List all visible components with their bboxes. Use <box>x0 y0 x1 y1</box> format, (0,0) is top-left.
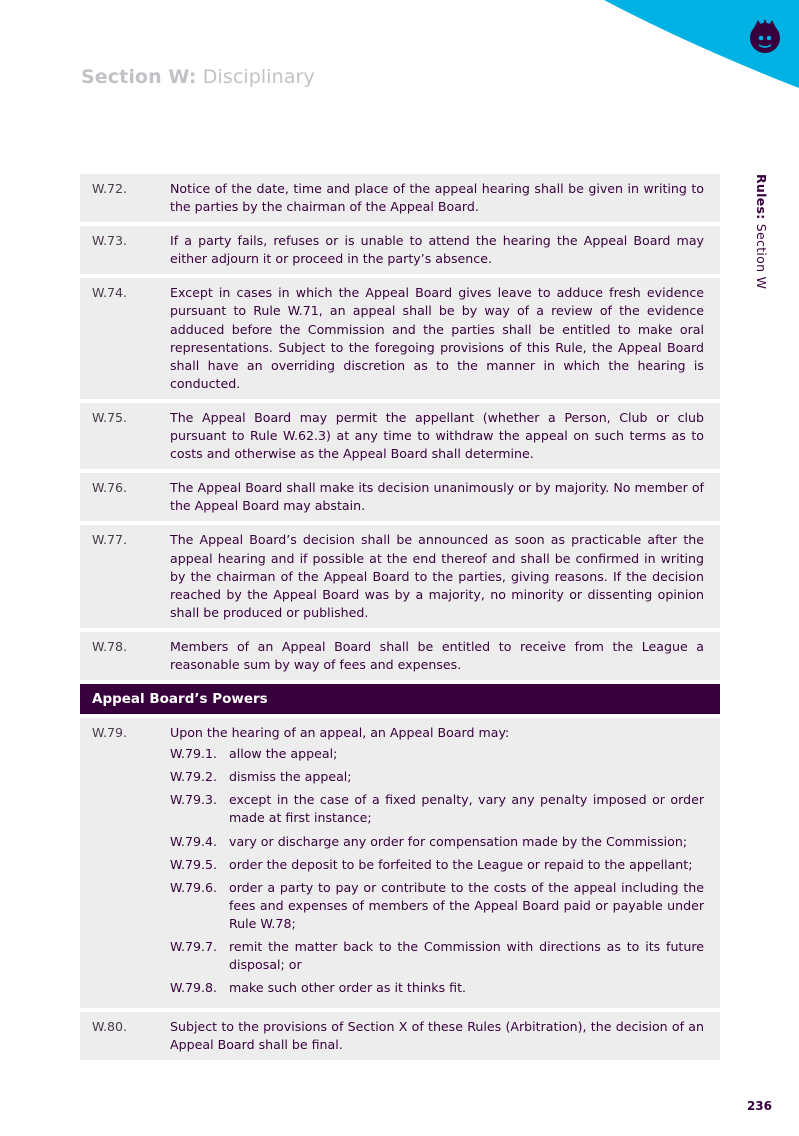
corner-decoration <box>599 0 799 90</box>
rule-w75 <box>80 403 720 469</box>
sub-rule <box>170 938 704 974</box>
sub-rule-number: W.79.5. <box>170 856 218 872</box>
sub-rule <box>170 879 704 933</box>
sub-rule-text: vary or discharge any order for compensation made by the Commission; <box>229 833 688 849</box>
rule-text: The Appeal Board shall make its decision unanimously or by majority. No member of the Appeal Board may abstain. <box>170 480 704 514</box>
side-tab-section: Section W <box>754 219 769 290</box>
page-title <box>81 66 315 88</box>
rule-text: Except in cases in which the Appeal Board gives leave to adduce fresh evidence pursuant to Rule W.71, an appeal shall be by way of a review of the evidence adduced before the Commission and the parties shall be entitled to make oral representations. Subject to the foregoing provisions of this Rule, the Appeal Board shall have an overriding discretion as to the manner in which the hearing is conducted. <box>170 285 704 391</box>
rule-text: Members of an Appeal Board shall be entitled to receive from the League a reasonable sum by way of fees and expenses. <box>170 638 704 672</box>
rule-w73 <box>80 226 720 274</box>
rule-w79 <box>80 718 720 1008</box>
side-section-tab <box>754 174 769 289</box>
powers-heading: Appeal Board’s Powers <box>80 684 720 714</box>
rule-text: If a party fails, refuses or is unable to attend the hearing the Appeal Board may either adjourn it or proceed in the party’s absence. <box>170 233 704 267</box>
rule-w77 <box>80 525 720 627</box>
sub-rule-list <box>170 745 704 997</box>
sub-rule <box>170 856 704 874</box>
rule-w72 <box>80 174 720 222</box>
sub-rule-number: W.79.6. <box>170 879 218 895</box>
page-number: 236 <box>746 1099 772 1113</box>
sub-rule-text: allow the appeal; <box>229 746 338 762</box>
side-tab-label: Rules: <box>754 174 769 220</box>
rule-body <box>170 724 704 1002</box>
sub-rule <box>170 833 704 851</box>
section-name: Disciplinary <box>196 66 315 88</box>
rule-text: Subject to the provisions of Section X of these Rules (Arbitration), the decision of an Appeal Board shall be final. <box>170 1019 704 1053</box>
rule-number: W.77. <box>92 532 128 548</box>
rule-number: W.75. <box>92 409 128 425</box>
rule-w78 <box>80 632 720 680</box>
sub-rule-number: W.79.4. <box>170 833 218 849</box>
sub-rule <box>170 745 704 763</box>
sub-rule-number: W.79.1. <box>170 746 218 762</box>
sub-rule-text: remit the matter back to the Commission with directions as to its future disposal; or <box>229 939 704 973</box>
sub-rule-number: W.79.2. <box>170 769 218 785</box>
rule-number: W.76. <box>92 480 128 496</box>
sub-rule-text: order the deposit to be forfeited to the League or repaid to the appellant; <box>229 856 693 872</box>
rules-list <box>80 174 720 1064</box>
rule-number: W.72. <box>92 181 128 196</box>
sub-rule <box>170 768 704 786</box>
rule-w80 <box>80 1012 720 1060</box>
rule-number: W.80. <box>92 1019 128 1035</box>
sub-rule-text: except in the case of a fixed penalty, vary any penalty imposed or order made at first instance; <box>229 792 704 826</box>
sub-rule <box>170 979 704 997</box>
sub-rule-text: order a party to pay or contribute to the costs of the appeal including the fees and expenses of members of the Appeal Board paid or payable under Rule W.78; <box>229 879 704 931</box>
section-label: Section W: <box>81 66 197 88</box>
sub-rule-text: make such other order as it thinks fit. <box>229 980 467 996</box>
rule-w76 <box>80 473 720 521</box>
rule-intro: Upon the hearing of an appeal, an Appeal Board may: <box>170 725 510 741</box>
sub-rule-number: W.79.3. <box>170 792 218 808</box>
sub-rule <box>170 791 704 827</box>
rule-text: The Appeal Board may permit the appellant (whether a Person, Club or club pursuant to Rule W.62.3) at any time to withdraw the appeal on such terms as to costs and otherwise as the Appeal Board shall determine. <box>170 409 704 462</box>
rule-number: W.78. <box>92 638 128 654</box>
rule-w74 <box>80 278 720 399</box>
rule-number: W.73. <box>92 233 128 249</box>
rule-number: W.74. <box>92 285 128 301</box>
rule-text: Notice of the date, time and place of the appeal hearing shall be given in writing to the parties by the chairman of the Appeal Board. <box>170 181 704 215</box>
sub-rule-number: W.79.8. <box>170 980 218 996</box>
sub-rule-text: dismiss the appeal; <box>229 769 352 785</box>
rule-number: W.79. <box>92 725 128 741</box>
rule-text: The Appeal Board’s decision shall be announced as soon as practicable after the appeal hearing and if possible at the end thereof and shall be confirmed in writing by the chairman of the Appeal Board to the parties, giving reasons. If the decision reached by the Appeal Board was by a majority, no minority or dissenting opinion shall be produced or published. <box>170 532 704 620</box>
sub-rule-number: W.79.7. <box>170 939 218 954</box>
